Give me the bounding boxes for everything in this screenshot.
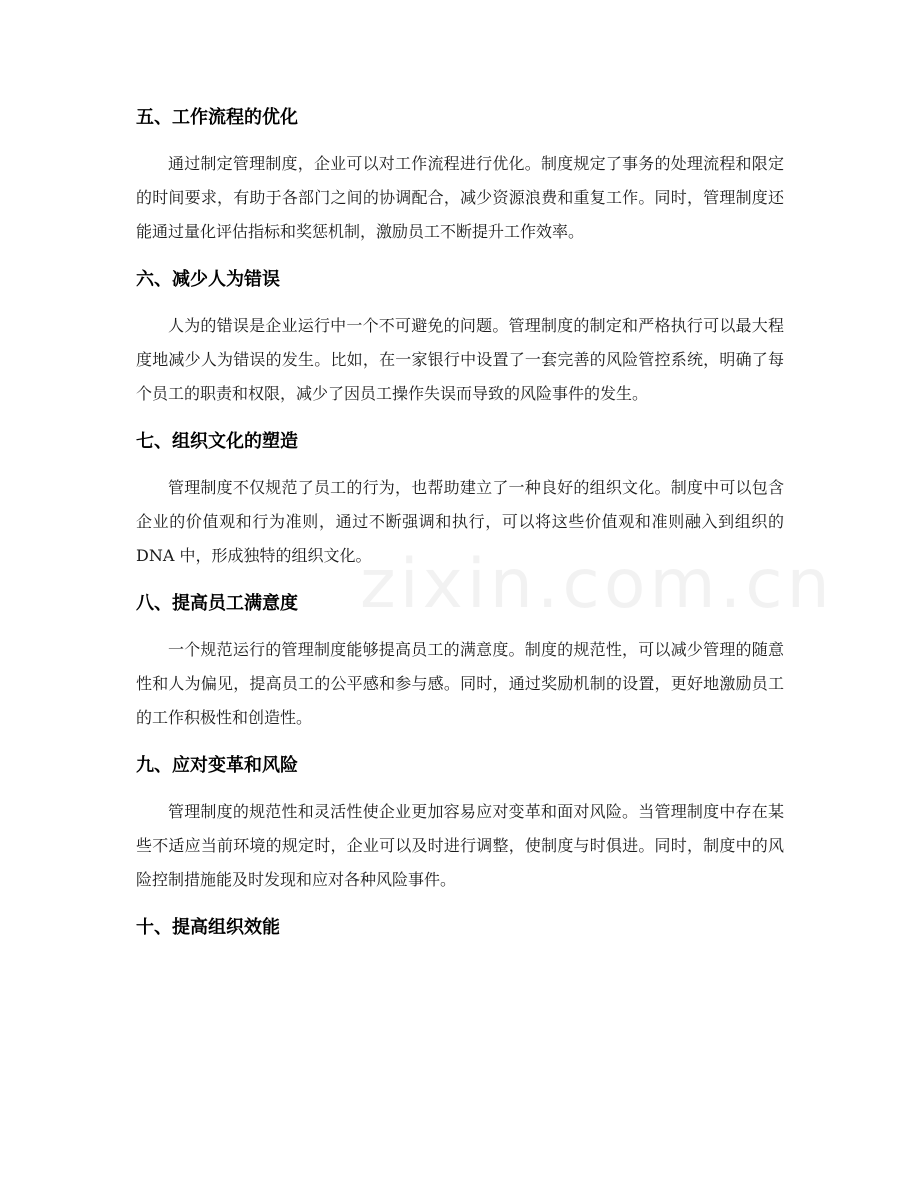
- section-paragraph: 一个规范运行的管理制度能够提高员工的满意度。制度的规范性，可以减少管理的随意性和人为偏见，提高员工的公平感和参与感。同时，通过奖励机制的设置，更好地激励员工的工作积极性和创造性。: [136, 640, 784, 727]
- section-heading: 六、减少人为错误: [136, 269, 280, 290]
- section-7: [136, 428, 784, 573]
- section-paragraph: 管理制度的规范性和灵活性使企业更加容易应对变革和面对风险。当管理制度中存在某些不适应当前环境的规定时，企业可以及时进行调整，使制度与时俱进。同时，制度中的风险控制措施能及时发现和应对各种风险事件。: [136, 802, 784, 889]
- section-heading: 九、应对变革和风险: [136, 755, 298, 776]
- section-heading: 七、组织文化的塑造: [136, 431, 298, 452]
- section-5: [136, 104, 784, 249]
- section-paragraph: 管理制度不仅规范了员工的行为，也帮助建立了一种良好的组织文化。制度中可以包含企业的价值观和行为准则，通过不断强调和执行，可以将这些价值观和准则融入到组织的 DNA 中，形成独特的组织文化。: [136, 478, 784, 565]
- section-10: [136, 914, 784, 942]
- watermark: zixin.com.cn: [360, 545, 834, 624]
- section-6: [136, 266, 784, 411]
- section-paragraph: 通过制定管理制度，企业可以对工作流程进行优化。制度规定了事务的处理流程和限定的时间要求，有助于各部门之间的协调配合，减少资源浪费和重复工作。同时，管理制度还能通过量化评估指标和奖惩机制，激励员工不断提升工作效率。: [136, 154, 784, 241]
- section-heading: 十、提高组织效能: [136, 917, 280, 938]
- section-heading: 五、工作流程的优化: [136, 107, 298, 128]
- section-paragraph: 人为的错误是企业运行中一个不可避免的问题。管理制度的制定和严格执行可以最大程度地减少人为错误的发生。比如，在一家银行中设置了一套完善的风险管控系统，明确了每个员工的职责和权限，减少了因员工操作失误而导致的风险事件的发生。: [136, 316, 784, 403]
- section-8: [136, 590, 784, 735]
- section-9: [136, 752, 784, 897]
- section-heading: 八、提高员工满意度: [136, 593, 298, 614]
